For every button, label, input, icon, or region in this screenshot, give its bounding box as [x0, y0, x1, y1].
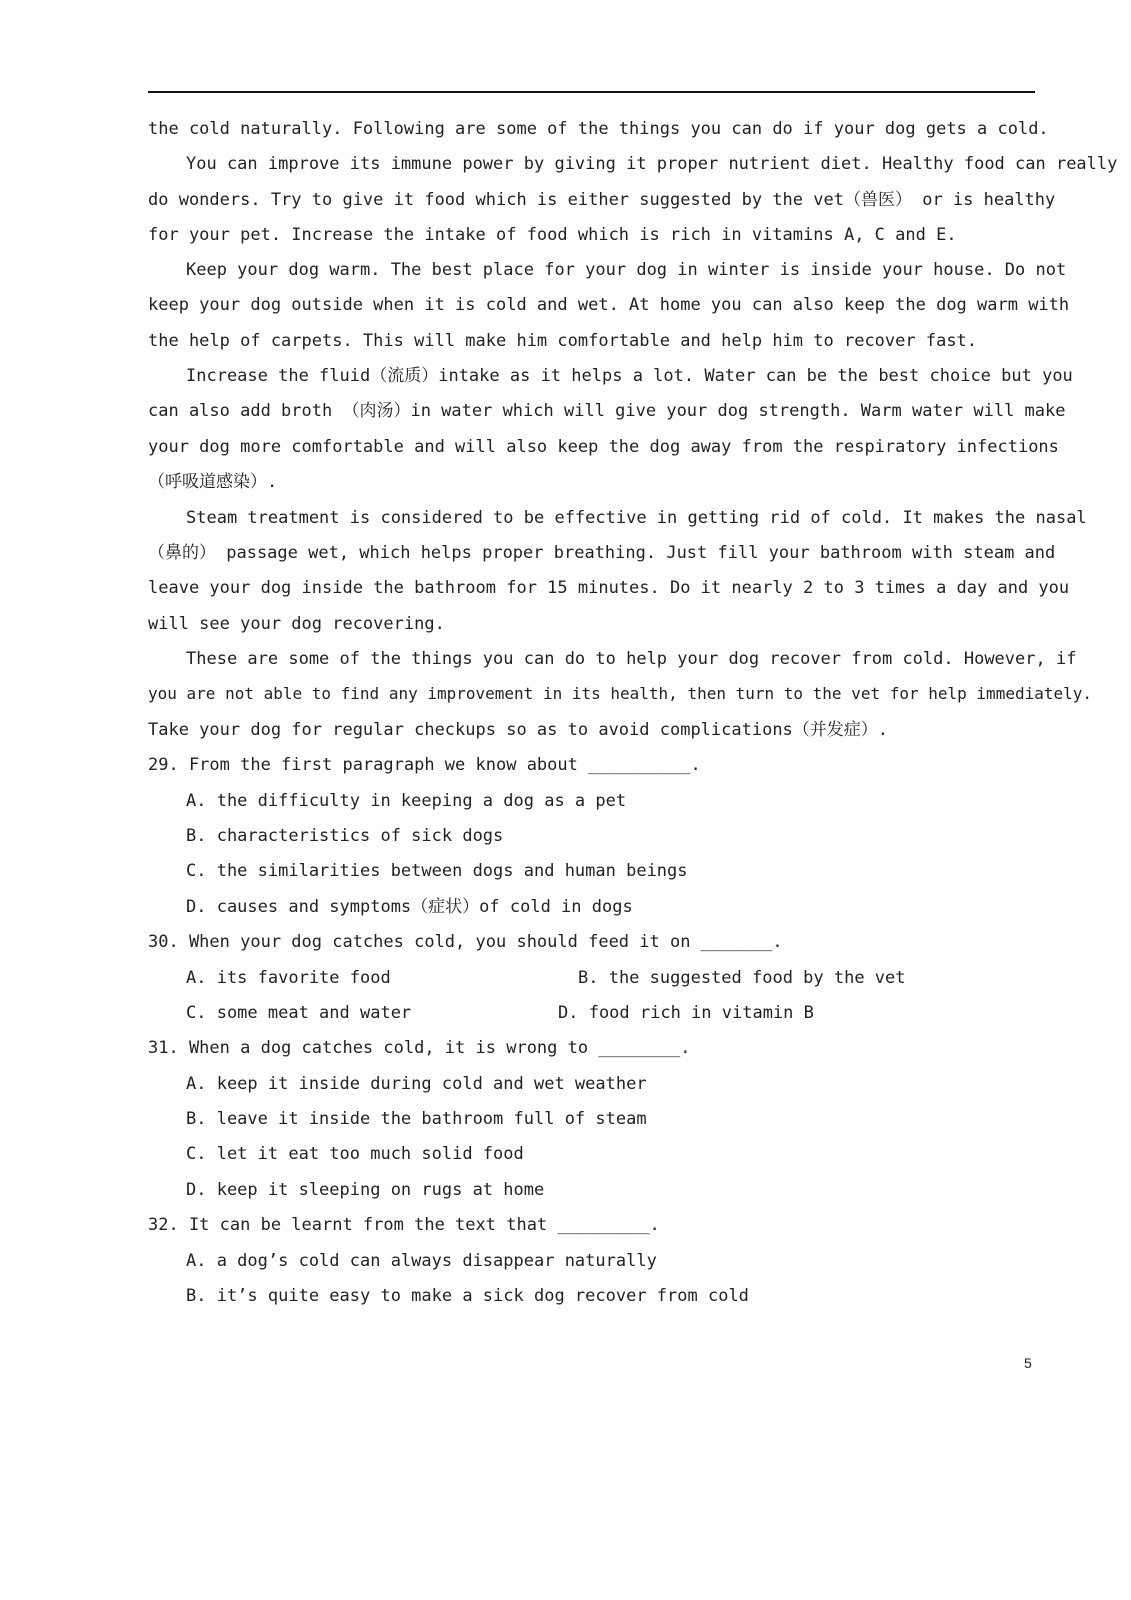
passage-line: Take your dog for regular checkups so as to avoid complications（并发症）.	[148, 720, 889, 740]
passage-line: （呼吸道感染）.	[148, 472, 278, 492]
passage-line: can also add broth （肉汤）in water which will give your dog strength. Warm water will make	[148, 401, 1066, 421]
passage-line: keep your dog outside when it is cold and wet. At home you can also keep the dog warm with	[148, 295, 1070, 315]
passage-line: Steam treatment is considered to be effective in getting rid of cold. It makes the nasal	[186, 508, 1087, 528]
question-31-option-c: C. let it eat too much solid food	[186, 1144, 524, 1164]
question-29-option-b: B. characteristics of sick dogs	[186, 826, 504, 846]
question-29-option-a: A. the difficulty in keeping a dog as a pet	[186, 791, 627, 811]
question-32-option-b: B. it’s quite easy to make a sick dog recover from cold	[186, 1286, 749, 1306]
question-31-option-b: B. leave it inside the bathroom full of steam	[186, 1109, 647, 1129]
header-rule	[148, 91, 1035, 93]
passage-line: （鼻的） passage wet, which helps proper breathing. Just fill your bathroom with steam and	[148, 543, 1056, 563]
passage-line: leave your dog inside the bathroom for 15 minutes. Do it nearly 2 to 3 times a day and you	[148, 578, 1070, 598]
question-32-option-a: A. a dog’s cold can always disappear naturally	[186, 1251, 657, 1271]
passage-line: Increase the fluid（流质）intake as it helps a lot. Water can be the best choice but you	[186, 366, 1073, 386]
passage-line: Keep your dog warm. The best place for your dog in winter is inside your house. Do not	[186, 260, 1067, 280]
passage-line: will see your dog recovering.	[148, 614, 445, 634]
question-29-option-c: C. the similarities between dogs and human beings	[186, 861, 688, 881]
question-30-option-b: B. the suggested food by the vet	[578, 968, 906, 988]
passage-line: These are some of the things you can do to help your dog recover from cold. However, if	[186, 649, 1077, 669]
passage-line: for your pet. Increase the intake of food which is rich in vitamins A, C and E.	[148, 225, 957, 245]
question-29-option-d: D. causes and symptoms（症状）of cold in dogs	[186, 897, 633, 917]
question-29-stem: 29. From the first paragraph we know about __________.	[148, 755, 701, 775]
question-31-option-d: D. keep it sleeping on rugs at home	[186, 1180, 545, 1200]
question-32-stem: 32. It can be learnt from the text that _________.	[148, 1215, 660, 1235]
passage-line: You can improve its immune power by giving it proper nutrient diet. Healthy food can really	[186, 154, 1118, 174]
passage-line: the help of carpets. This will make him comfortable and help him to recover fast.	[148, 331, 978, 351]
question-30-option-d: D. food rich in vitamin B	[558, 1003, 814, 1023]
passage-line: your dog more comfortable and will also keep the dog away from the respiratory infections	[148, 437, 1059, 457]
passage-line: you are not able to find any improvement in its health, then turn to the vet for help immediately.	[148, 684, 1093, 703]
page-number: 5	[1024, 1355, 1032, 1371]
question-30-option-a: A. its favorite food	[186, 968, 391, 988]
passage-line: the cold naturally. Following are some of the things you can do if your dog gets a cold.	[148, 119, 1049, 139]
question-31-option-a: A. keep it inside during cold and wet weather	[186, 1074, 647, 1094]
question-30-option-c: C. some meat and water	[186, 1003, 412, 1023]
question-30-stem: 30. When your dog catches cold, you should feed it on _______.	[148, 932, 783, 952]
question-31-stem: 31. When a dog catches cold, it is wrong to ________.	[148, 1038, 691, 1058]
passage-line: do wonders. Try to give it food which is either suggested by the vet（兽医） or is healthy	[148, 190, 1056, 210]
